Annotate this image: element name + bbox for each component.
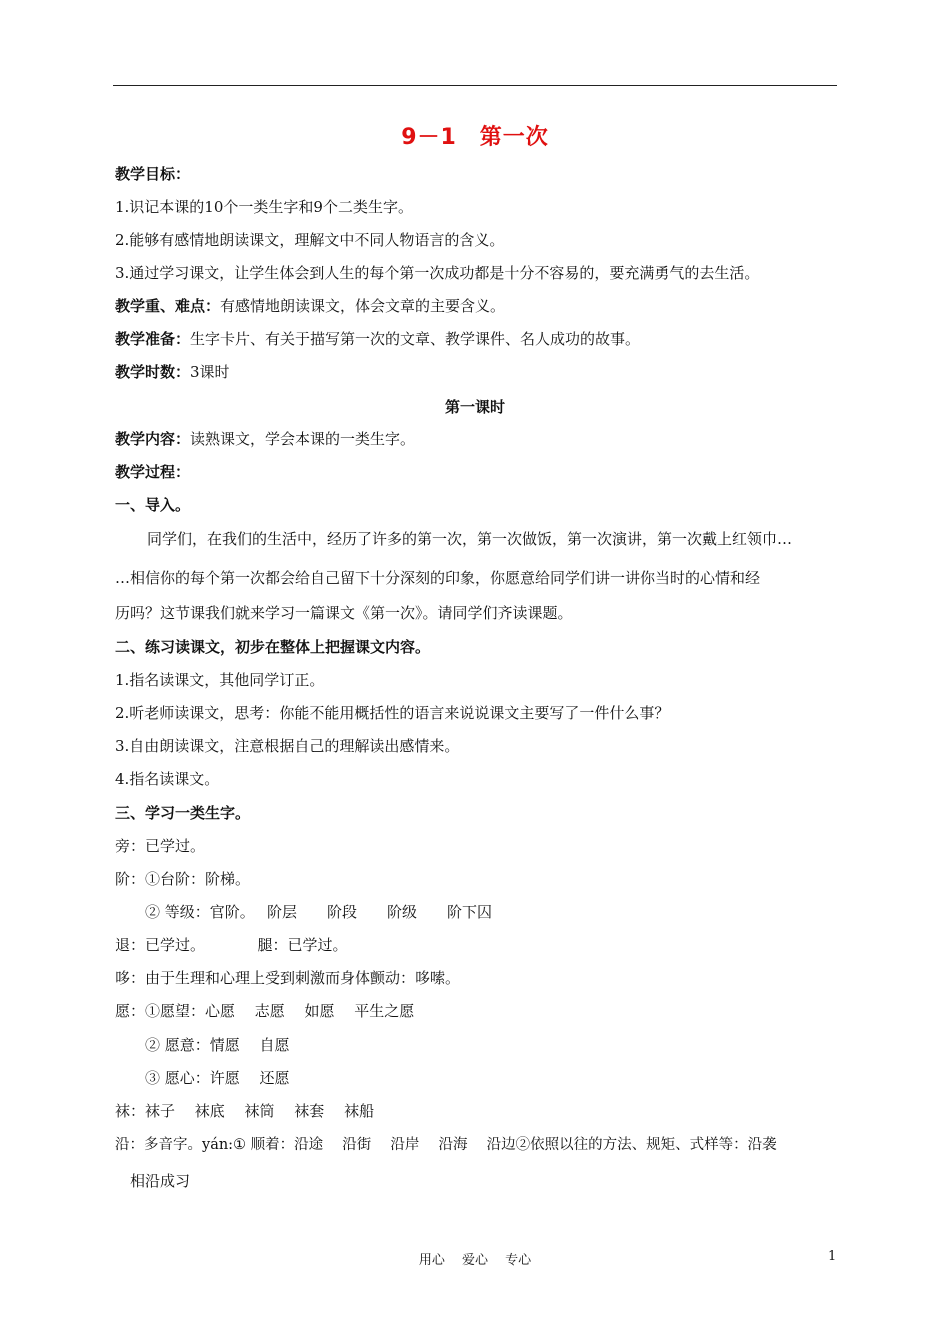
section3-heading: 三、学习一类生字。 [115, 804, 251, 822]
section1-paragraph-line: 历吗？这节课我们就来学习一篇课文《第一次》。请同学们齐读课题。 [115, 604, 573, 622]
section1-heading: 一、导入。 [115, 496, 191, 514]
section2-heading: 二、练习读课文，初步在整体上把握课文内容。 [115, 638, 431, 656]
process-heading: 教学过程： [115, 463, 191, 481]
char-entry: 沿：多音字。yán:① 顺着：沿途 沿街 沿岸 沿海 沿边②依照以往的方法、规矩、式样等：沿袭 [115, 1137, 777, 1153]
objective-item: 2.能够有感情地朗读课文，理解文中不同人物语言的含义。 [115, 231, 505, 249]
section1-paragraph-line: …相信你的每个第一次都会给自己留下十分深刻的印象，你愿意给同学们讲一讲你当时的心情和经 [115, 569, 761, 587]
char-entry: 旁：已学过。 [115, 837, 206, 855]
content-text: 读熟课文，学会本课的一类生字。 [190, 430, 416, 448]
hours-label: 教学时数： [115, 363, 191, 381]
hours-text: 3课时 [190, 363, 230, 381]
preparation-text: 生字卡片、有关于描写第一次的文章、教学课件、名人成功的故事。 [190, 330, 641, 348]
section2-item: 4.指名读课文。 [115, 770, 220, 788]
page-number: 1 [828, 1249, 837, 1264]
section2-item: 2.听老师读课文，思考：你能不能用概括性的语言来说说课文主要写了一件什么事？ [115, 704, 670, 722]
char-entry: 阶：①台阶：阶梯。 [115, 870, 251, 888]
objective-item: 1.识记本课的10个一类生字和9个二类生字。 [115, 198, 413, 216]
preparation-label: 教学准备： [115, 330, 191, 348]
lesson-heading: 第一课时 [444, 398, 505, 416]
header-rule [113, 85, 837, 86]
key-points [115, 296, 505, 316]
page-title: 9－1 第一次 [401, 125, 549, 150]
objective-item: 3.通过学习课文，让学生体会到人生的每个第一次成功都是十分不容易的，要充满勇气的去生活。 [115, 264, 760, 282]
content-label: 教学内容： [115, 430, 191, 448]
key-points-text: 有感情地朗读课文，体会文章的主要含义。 [220, 297, 506, 315]
char-entry: ③ 愿心：许愿 还愿 [115, 1069, 290, 1087]
char-entry: 袜：袜子 袜底 袜筒 袜套 袜船 [115, 1102, 375, 1120]
char-entry: 哆：由于生理和心理上受到刺激而身体颤动：哆嗦。 [115, 969, 461, 987]
char-entry: ② 愿意：情愿 自愿 [115, 1036, 290, 1054]
key-points-label: 教学重、难点： [115, 297, 221, 315]
hours [115, 362, 230, 382]
char-entry: 退：已学过。 腿：已学过。 [115, 936, 348, 954]
section2-item: 1.指名读课文，其他同学订正。 [115, 671, 325, 689]
char-entry: 愿：①愿望：心愿 志愿 如愿 平生之愿 [115, 1002, 415, 1020]
footer-motto: 用心 爱心 专心 [418, 1253, 532, 1268]
char-entry: 相沿成习 [115, 1172, 191, 1190]
section2-item: 3.自由朗读课文，注意根据自己的理解读出感情来。 [115, 737, 460, 755]
section1-paragraph-line: 同学们，在我们的生活中，经历了许多的第一次，第一次做饭，第一次演讲，第一次戴上红领巾… [147, 530, 793, 548]
char-entry: ② 等级：官阶。 阶层 阶段 阶级 阶下囚 [115, 903, 493, 921]
preparation [115, 329, 640, 349]
objectives-heading: 教学目标： [115, 165, 191, 183]
teaching-content [115, 429, 415, 449]
